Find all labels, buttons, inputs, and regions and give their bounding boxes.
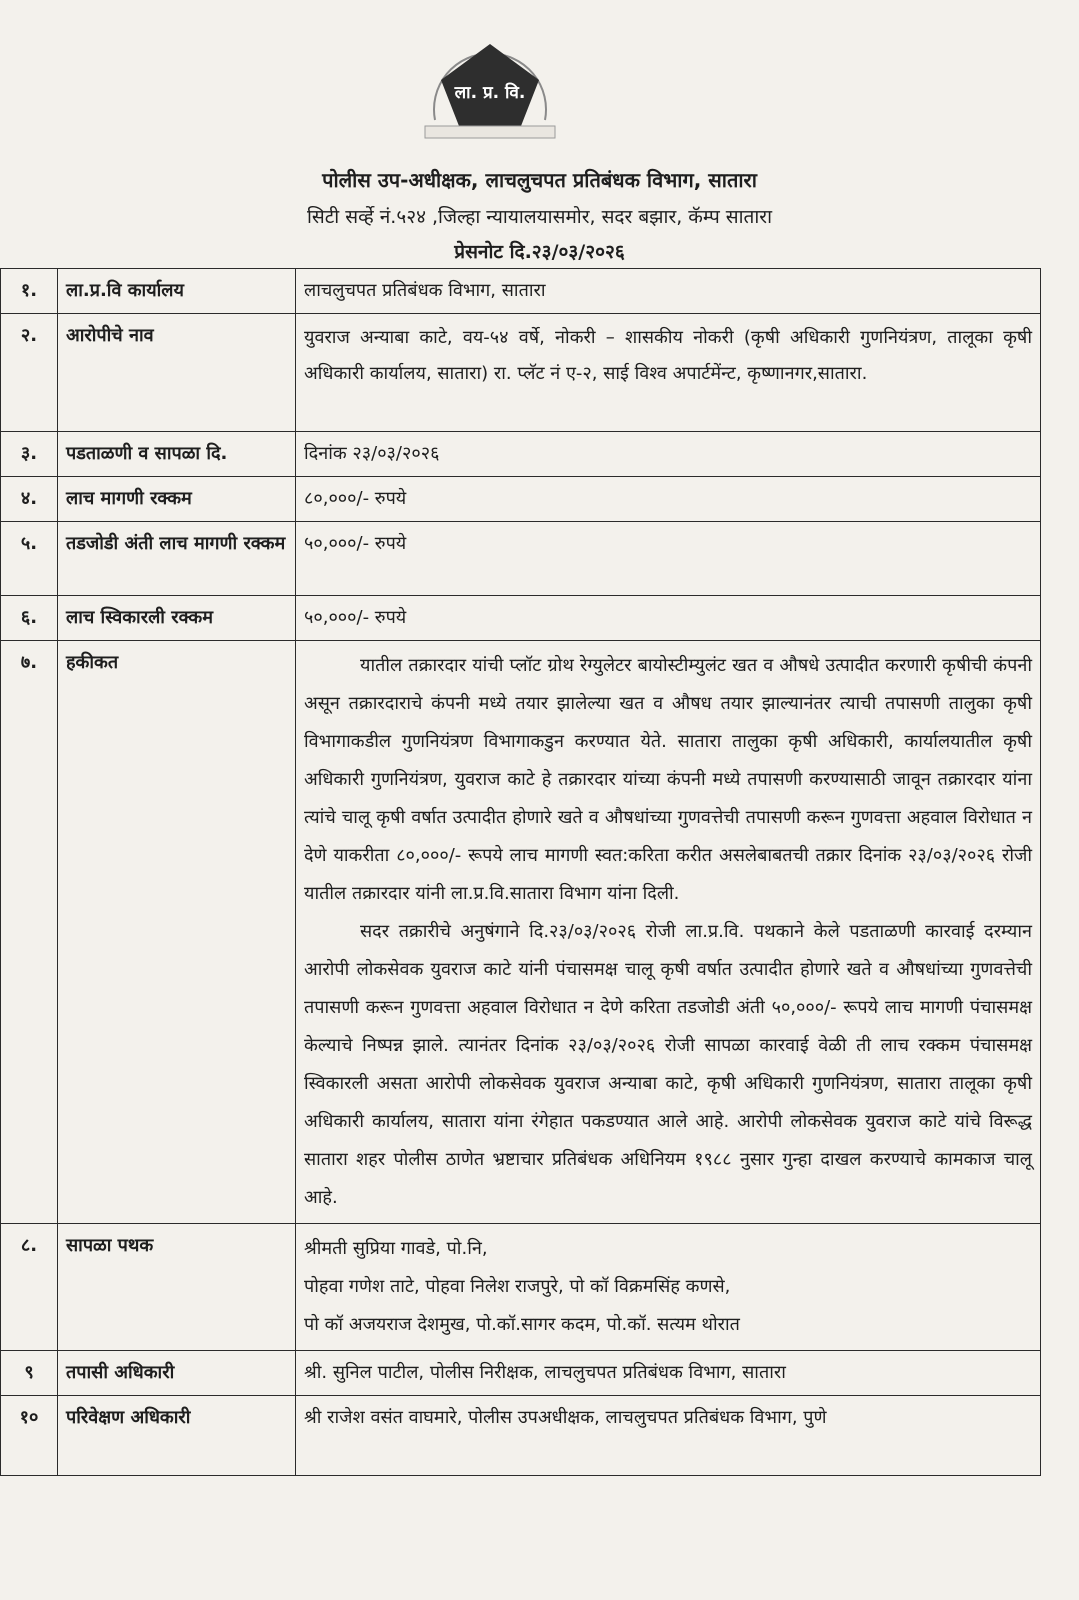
row-number: ९ [1, 1351, 58, 1396]
press-note-date: प्रेसनोट दि.२३/०३/२०२६ [454, 241, 625, 263]
row-label: पडताळणी व सापळा दि. [58, 432, 296, 477]
row-label: तपासी अधिकारी [58, 1351, 296, 1396]
row-label: आरोपीचे नाव [58, 314, 296, 432]
facts-paragraph-1: यातील तक्रारदार यांची प्लॉट ग्रोथ रेग्युलेटर बायोस्टीम्युलंट खत व औषधे उत्पादीत करणारी कृषीची कंपनी असून तक्रारदाराचे कंपनी मध्ये तयार झालेल्या खत व औषध तयार झाल्यानंतर त्याची तपासणी तालुका कृषी विभागाकडील गुणनियंत्रण विभागाकडुन करण्यात येते. सातारा तालुका कृषी अधिकारी, कार्यालयातील कृषी अधिकारी गुणनियंत्रण, युवराज काटे हे तक्रारदार यांच्या कंपनी मध्ये तपासणी करण्यासाठी जावून तक्रारदार यांना त्यांचे चालू कृषी वर्षात उत्पादीत होणारे खते व औषधांच्या गुणवत्तेची तपासणी करून गुणवत्ता अहवाल विरोधात न देणे याकरीता ८०,०००/- रूपये लाच मागणी स्वत:करिता करीत असलेबाबतची तक्रार दिनांक २३/०३/२०२६ रोजी यातील तक्रारदार यांनी ला.प्र.वि.सातारा विभाग यांना दिली. [304, 655, 1032, 904]
trap-team-line: पो कॉ अजयराज देशमुख, पो.कॉ.सागर कदम, पो.कॉ. सत्यम थोरात [304, 1314, 740, 1335]
accused-details: युवराज अन्याबा काटे, वय-५४ वर्षे, नोकरी – शासकीय नोकरी (कृषी अधिकारी गुणनियंत्रण, तालूका कृषी अधिकारी कार्यालय, सातारा) रा. प्लॅट नं ए-२, साई विश्व अपार्टमेंन्ट, कृष्णानगर,सातारा. [296, 314, 1041, 432]
table-row [1, 314, 1041, 432]
row-value: लाचलुचपत प्रतिबंधक विभाग, सातारा [296, 269, 1041, 314]
table-row [1, 432, 1041, 477]
office-address: सिटी सर्व्हे नं.५२४ ,जिल्हा न्यायालयासमोर, सदर बझार, कॅम्प सातारा [306, 206, 773, 228]
row-label: हकीकत [58, 641, 296, 1224]
row-number: ७. [1, 641, 58, 1224]
row-value: ८०,०००/- रुपये [296, 477, 1041, 522]
table-row [1, 522, 1041, 596]
row-number: २. [1, 314, 58, 432]
table-row [1, 269, 1041, 314]
facts-paragraph-2: सदर तक्रारीचे अनुषंगाने दि.२३/०३/२०२६ रोजी ला.प्र.वि. पथकाने केले पडताळणी कारवाई दरम्यान आरोपी लोकसेवक युवराज काटे यांनी पंचासमक्ष चालू कृषी वर्षात उत्पादीत होणारे खते व औषधांच्या गुणवत्तेची तपासणी करून गुणवत्ता अहवाल विरोधात न देणे करिता तडजोडी अंती ५०,०००/- रूपये लाच मागणी पंचासमक्ष केल्याचे निष्पन्न झाले. त्यानंतर दिनांक २३/०३/२०२६ रोजी सापळा कारवाई वेळी ती लाच रक्कम पंचासमक्ष स्विकारली असता आरोपी लोकसेवक युवराज अन्याबा काटे, कृषी अधिकारी गुणनियंत्रण, सातारा तालूका कृषी अधिकारी कार्यालय, सातारा यांना रंगेहात पकडण्यात आले आहे. आरोपी लोकसेवक युवराज काटे यांचे विरूद्ध सातारा शहर पोलीस ठाणेत भ्रष्टाचार प्रतिबंधक अधिनियम १९८८ नुसार गुन्हा दाखल करण्याचे कामकाज चालू आहे. [304, 921, 1032, 1208]
row-label: तडजोडी अंती लाच मागणी रक्कम [58, 522, 296, 596]
department-logo [405, 28, 575, 140]
row-value: ५०,०००/- रुपये [296, 596, 1041, 641]
case-details-table [0, 268, 1041, 1476]
row-label: ला.प्र.वि कार्यालय [58, 269, 296, 314]
table-row [1, 1351, 1041, 1396]
trap-team-line: श्रीमती सुप्रिया गावडे, पो.नि, [304, 1238, 488, 1259]
row-label: लाच मागणी रक्कम [58, 477, 296, 522]
trap-team [296, 1224, 1041, 1351]
row-number: ३. [1, 432, 58, 477]
row-value: ५०,०००/- रुपये [296, 522, 1041, 596]
row-number: १० [1, 1396, 58, 1476]
row-number: १. [1, 269, 58, 314]
row-value: श्री राजेश वसंत वाघमारे, पोलीस उपअधीक्षक, लाचलुचपत प्रतिबंधक विभाग, पुणे [296, 1396, 1041, 1476]
row-label: लाच स्विकारली रक्कम [58, 596, 296, 641]
row-label: सापळा पथक [58, 1224, 296, 1351]
table-row [1, 641, 1041, 1224]
row-label: परिवेक्षण अधिकारी [58, 1396, 296, 1476]
row-value: श्री. सुनिल पाटील, पोलीस निरीक्षक, लाचलुचपत प्रतिबंधक विभाग, सातारा [296, 1351, 1041, 1396]
case-facts [296, 641, 1041, 1224]
table-row [1, 1396, 1041, 1476]
row-number: ८. [1, 1224, 58, 1351]
row-number: ५. [1, 522, 58, 596]
trap-team-line: पोहवा गणेश ताटे, पोहवा निलेश राजपुरे, पो कॉ विक्रमसिंह कणसे, [304, 1276, 731, 1297]
row-number: ६. [1, 596, 58, 641]
table-row [1, 477, 1041, 522]
table-row [1, 1224, 1041, 1351]
logo-text: ला. प्र. वि. [454, 83, 526, 103]
row-number: ४. [1, 477, 58, 522]
office-title: पोलीस उप-अधीक्षक, लाचलुचपत प्रतिबंधक विभाग, सातारा [322, 168, 757, 192]
table-row [1, 596, 1041, 641]
row-value: दिनांक २३/०३/२०२६ [296, 432, 1041, 477]
